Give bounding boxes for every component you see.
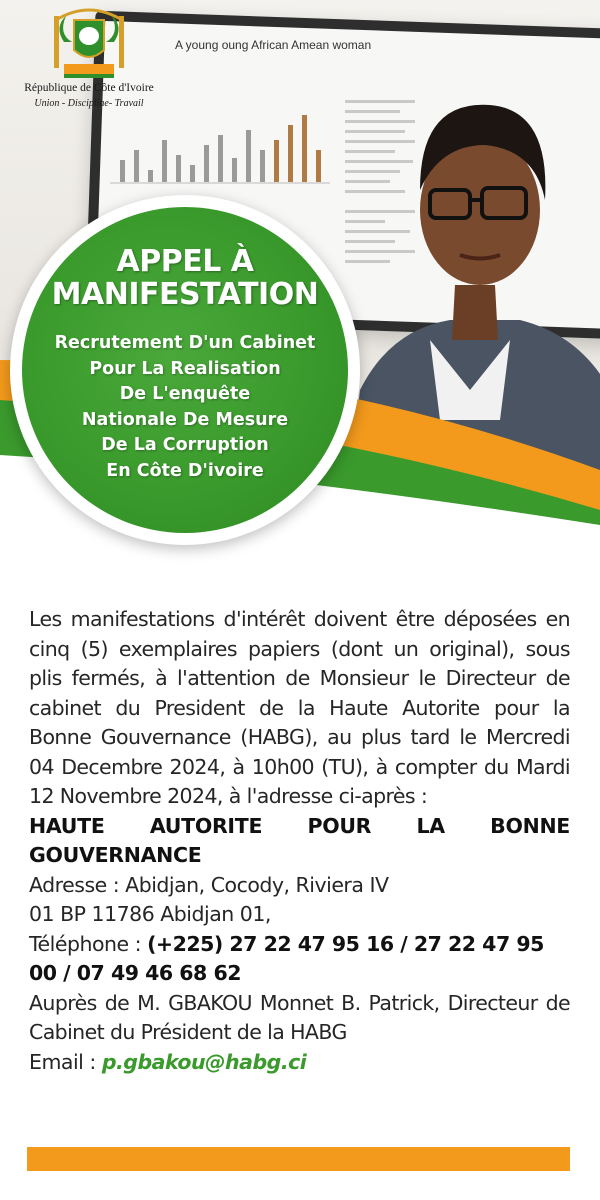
subtitle-line: Nationale De Mesure (81, 409, 289, 430)
bottom-accent-bar (27, 1147, 570, 1171)
address-line-2: 01 BP 11786 Abidjan 01, (29, 902, 271, 926)
email-label: Email : (29, 1049, 102, 1074)
subtitle-line: En Côte D'ivoire (106, 460, 264, 481)
phone-numbers: (+225) 27 22 47 95 16 / 27 22 47 95 00 / 07 49 46 68 62 (29, 931, 544, 985)
country-name: République de Côte d'Ivoire (24, 82, 154, 94)
phone-label: Téléphone : (29, 931, 148, 956)
organization-name: HAUTE AUTORITE POUR LA BONNE GOUVERNANCE (29, 813, 570, 867)
national-motto: Union - Discipline- Travail (34, 98, 144, 109)
subtitle-line: Recrutement D'un Cabinet (54, 333, 316, 353)
announcement-subtitle (22, 331, 348, 484)
phone-line (29, 930, 570, 989)
subtitle-line: Pour La Realisation (89, 358, 281, 379)
submission-paragraph: Les manifestations d'intérêt doivent être déposées en cinq (5) exemplaires papiers (dont un original), sous plis fermés, à l'attention de Monsieur le Directeur de cabinet du President de la Haute Autorite pour la Bonne Gouvernance (HABG), au plus tard le Mercredi 04 Decembre 2024, à 10h00 (TU), à compter du Mardi 12 Novembre 2024, à l'adresse ci-après : (29, 607, 570, 808)
contact-person: Auprès de M. GBAKOU Monnet B. Patrick, Directeur de Cabinet du Président de la HABG (29, 990, 570, 1044)
announcement-title (22, 245, 348, 311)
report-title: A young oung African Amean woman (175, 38, 372, 52)
coat-of-arms-logo (44, 2, 134, 82)
title-line-2: MANIFESTATION (51, 277, 319, 312)
title-line-1: APPEL À (116, 244, 254, 279)
hero-banner (0, 0, 600, 580)
email-line (29, 1048, 570, 1078)
subtitle-line: De La Corruption (101, 435, 269, 455)
address-line-1: Adresse : Abidjan, Cocody, Riviera IV (29, 872, 389, 897)
announcement-body (29, 605, 570, 1077)
email-link[interactable]: p.gbakou@habg.ci (101, 1049, 307, 1074)
subtitle-line: De L'enquête (119, 384, 251, 404)
